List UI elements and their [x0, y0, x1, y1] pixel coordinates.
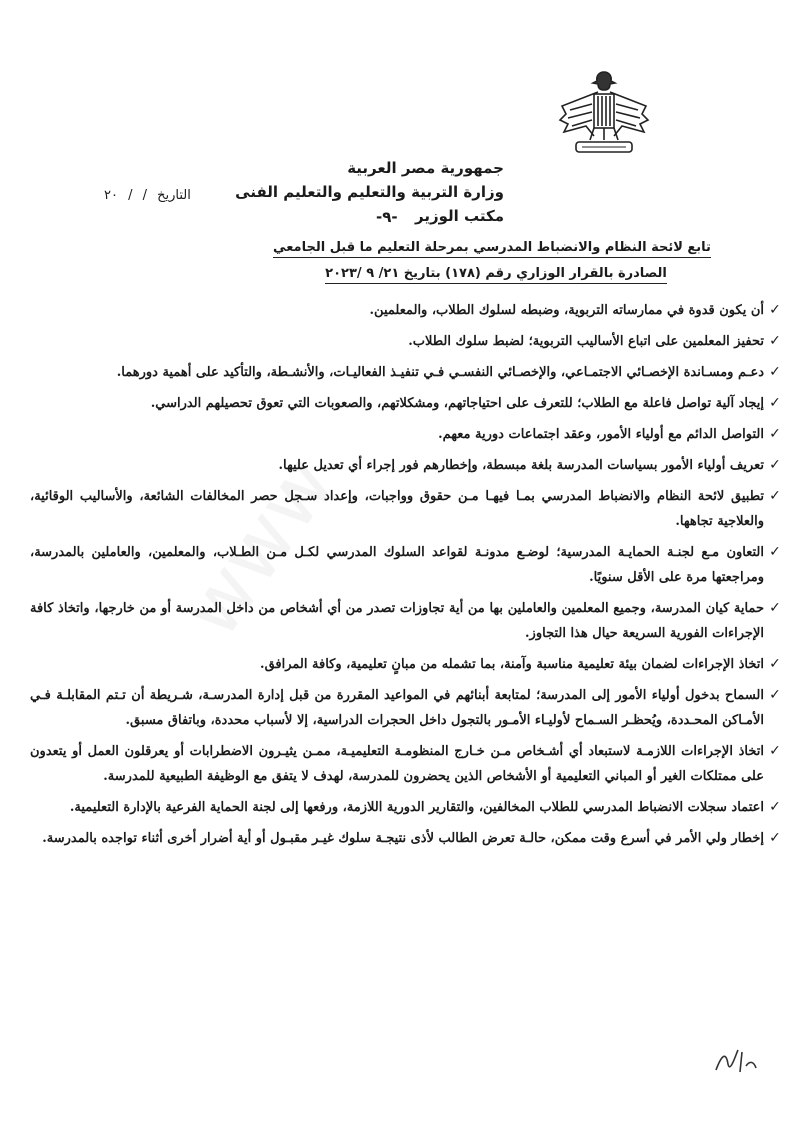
list-item-text: اتخاذ الإجراءات اللازمـة لاستبعاد أي أشـخاص مـن خـارج المنظومـة التعليميـة، ممـن يثيـرون الاضطرابات أو يعرقلون العمل أو يتعدون على ممتلكات الغير أو المباني التعليمية أو الأشخاص الذين يحضرون للمدرسة، لهدف لا يتفق مع الوظيفة الطبيعية للمدرسة. — [30, 744, 764, 784]
list-item — [30, 826, 784, 851]
list-item-text: التواصل الدائم مع أولياء الأمور، وعقد اجتماعات دورية معهم. — [438, 427, 764, 442]
eagle-emblem-icon — [556, 66, 652, 160]
list-item-text: اتخاذ الإجراءات لضمان بيئة تعليمية مناسبة وآمنة، بما تشمله من مبانٍ تعليمية، وكافة المرافق. — [260, 657, 764, 672]
list-item-text: تعريف أولياء الأمور بسياسات المدرسة بلغة مبسطة، وإخطارهم فور إجراء أي تعديل عليها. — [278, 458, 764, 473]
list-item-text: حماية كيان المدرسة، وجميع المعلمين والعاملين بها من أية تجاوزات تصدر من أي أشخاص من داخل المدرسة أو من خارجها، واتخاذ كافة الإجراءات الفورية السريعة حيال هذا التجاوز. — [30, 601, 764, 641]
letterhead-country: جمهورية مصر العربية — [347, 159, 504, 177]
list-item — [30, 422, 784, 447]
list-item — [30, 360, 784, 385]
checkmark-icon: ✓ — [769, 743, 781, 759]
checkmark-icon: ✓ — [769, 395, 781, 411]
list-item-text: تطبيق لائحة النظام والانضباط المدرسي بمـا فيهـا مـن حقوق وواجبات، وإعداد سـجل حصر المخالفات الشائعة، والأساليب الوقائية، والعلاجية تجاهها. — [30, 489, 764, 529]
checkmark-icon: ✓ — [769, 544, 781, 560]
list-item — [30, 329, 784, 354]
checkmark-icon: ✓ — [769, 302, 781, 318]
list-item-text: السماح بدخول أولياء الأمور إلى المدرسة؛ لمتابعة أبنائهم في المواعيد المقررة من قبل إدارة المدرسـة، شـريطة أن تـتم المقابلـة فـي الأمـاكن المحـددة، ويُحظـر السـماح لأوليـاء الأمـور بالتجول داخل الحجرات الدراسية، إلا لأسباب محددة، وباتفاق مسبق. — [30, 688, 764, 728]
list-item — [30, 683, 784, 733]
handwritten-signature-icon — [712, 1044, 760, 1078]
list-item — [30, 739, 784, 789]
checkmark-icon: ✓ — [769, 830, 781, 846]
list-item — [30, 540, 784, 590]
list-item — [30, 795, 784, 820]
decree-reference — [236, 266, 756, 281]
checkmark-icon: ✓ — [769, 488, 781, 504]
letterhead-ministry: وزارة التربية والتعليم والتعليم الفنى — [235, 183, 504, 201]
checkmark-icon: ✓ — [769, 687, 781, 703]
list-item — [30, 391, 784, 416]
list-item-text: اعتماد سجلات الانضباط المدرسي للطلاب المخالفين، والتقارير الدورية اللازمة، ورفعها إلى لجنة الحماية الفرعية بالإدارة التعليمية. — [69, 800, 764, 815]
checkmark-icon: ✓ — [769, 457, 781, 473]
list-item-text: التعاون مـع لجنـة الحمايـة المدرسية؛ لوضـع مدونـة لقواعد السلوك المدرسي لكـل مـن الطـلاب، والمعلمين، والعاملين بالمدرسة، ومراجعتها مرة على الأقل سنويًا. — [30, 545, 764, 585]
duties-list — [30, 298, 784, 857]
decree-reference-text: الصادرة بالقرار الوزاري رقم (١٧٨) بتاريخ ٢١/ ٩ /٢٠٢٣ — [325, 266, 667, 284]
list-item — [30, 484, 784, 534]
list-item-text: تحفيز المعلمين على اتباع الأساليب التربوية؛ لضبط سلوك الطلاب. — [408, 334, 764, 349]
list-item — [30, 298, 784, 323]
list-item-text: إخطار ولي الأمر في أسرع وقت ممكن، حالـة تعرض الطالب لأذى نتيجـة سلوك غيـر مقبـول أو أية أضرار أخرى أثناء تواجده بالمدرسة. — [42, 831, 764, 846]
document-title-text: تابع لائحة النظام والانضباط المدرسي بمرحلة التعليم ما قبل الجامعي — [273, 240, 711, 258]
document-title — [196, 240, 788, 255]
checkmark-icon: ✓ — [769, 426, 781, 442]
checkmark-icon: ✓ — [769, 364, 781, 380]
list-item-text: أن يكون قدوة في ممارساته التربوية، وضبطه لسلوك الطلاب، والمعلمين. — [369, 303, 764, 318]
letterhead-office: مكتب الوزير — [414, 207, 504, 225]
checkmark-icon: ✓ — [769, 600, 781, 616]
page-number: -٩- — [376, 208, 398, 226]
list-item-text: إيجاد آلية تواصل فاعلة مع الطلاب؛ للتعرف على احتياجاتهم، ومشكلاتهم، والصعوبات التي تعوق تحصيلهم الدراسي. — [150, 396, 764, 411]
letterhead — [235, 156, 504, 228]
watermark: www — [163, 439, 353, 654]
list-item — [30, 652, 784, 677]
list-item-text: دعـم ومسـاندة الإخصـائي الاجتمـاعي، والإخصـائي النفسـي فـي تنفيـذ الفعاليـات، والأنشـطة، والتأكيد على أهمية دورهما. — [116, 365, 764, 380]
checkmark-icon: ✓ — [769, 333, 781, 349]
list-item — [30, 596, 784, 646]
checkmark-icon: ✓ — [769, 799, 781, 815]
list-item — [30, 453, 784, 478]
checkmark-icon: ✓ — [769, 656, 781, 672]
date-line: التاريخ / / ٢٠ — [104, 188, 191, 203]
